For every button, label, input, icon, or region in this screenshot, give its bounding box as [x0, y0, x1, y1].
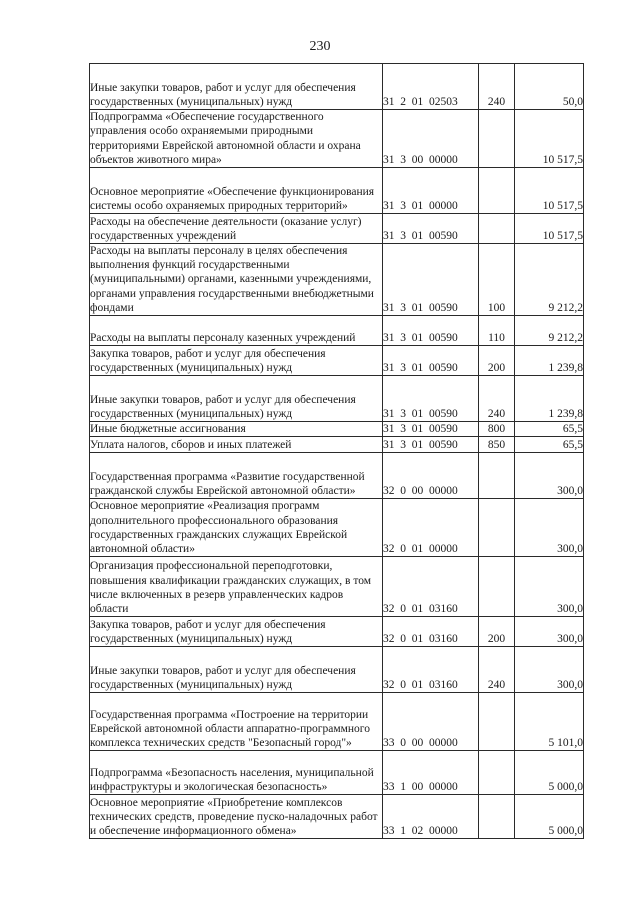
row-name-cell: Расходы на выплаты персоналу казенных учреждений [90, 316, 383, 346]
row-code-cell: 31 2 01 02503 [383, 64, 479, 110]
row-kvr-cell: 850 [479, 437, 515, 453]
row-kvr-cell: 800 [479, 422, 515, 437]
row-code-cell: 33 0 00 00000 [383, 693, 479, 751]
row-code-cell: 32 0 01 00000 [383, 499, 479, 557]
row-kvr-cell [479, 453, 515, 499]
table-row [90, 557, 584, 617]
row-sum-cell: 10 517,5 [515, 110, 584, 168]
row-kvr-cell: 200 [479, 346, 515, 376]
row-name-cell: Иные закупки товаров, работ и услуг для обеспечения государственных (муниципальных) нужд [90, 376, 383, 422]
row-kvr-cell: 240 [479, 64, 515, 110]
row-kvr-cell [479, 795, 515, 839]
row-name-cell: Уплата налогов, сборов и иных платежей [90, 437, 383, 453]
row-name-cell: Основное мероприятие «Приобретение комплексов технических средств, проведение пуско-наладочных работ и обеспечение информационного обмена» [90, 795, 383, 839]
table-row [90, 499, 584, 557]
row-sum-cell: 300,0 [515, 453, 584, 499]
row-sum-cell: 1 239,8 [515, 376, 584, 422]
row-sum-cell: 300,0 [515, 557, 584, 617]
row-name-cell: Расходы на выплаты персоналу в целях обеспечения выполнения функций государственными (муниципальными) органами, казенными учреждениями, органами управления государственными внебюджетными фондами [90, 244, 383, 316]
row-kvr-cell: 200 [479, 617, 515, 647]
row-code-cell: 31 3 01 00590 [383, 422, 479, 437]
table-row [90, 168, 584, 214]
row-name-cell: Расходы на обеспечение деятельности (оказание услуг) государственных учреждений [90, 214, 383, 244]
row-name-cell: Иные закупки товаров, работ и услуг для обеспечения государственных (муниципальных) нужд [90, 647, 383, 693]
row-code-cell: 31 3 01 00000 [383, 168, 479, 214]
row-kvr-cell [479, 751, 515, 795]
row-code-cell: 31 3 01 00590 [383, 214, 479, 244]
row-code-cell: 31 3 01 00590 [383, 244, 479, 316]
table-row [90, 244, 584, 316]
row-sum-cell: 300,0 [515, 499, 584, 557]
budget-table [89, 63, 584, 839]
row-sum-cell: 65,5 [515, 437, 584, 453]
table-row [90, 346, 584, 376]
row-code-cell: 31 3 01 00590 [383, 437, 479, 453]
row-kvr-cell [479, 214, 515, 244]
row-name-cell: Подпрограмма «Безопасность населения, муниципальной инфраструктуры и экологическая безопасность» [90, 751, 383, 795]
row-code-cell: 32 0 01 03160 [383, 647, 479, 693]
table-row [90, 693, 584, 751]
row-sum-cell: 300,0 [515, 617, 584, 647]
table-row [90, 647, 584, 693]
table-row [90, 453, 584, 499]
table-row [90, 422, 584, 437]
row-kvr-cell: 240 [479, 376, 515, 422]
row-sum-cell: 5 000,0 [515, 751, 584, 795]
row-name-cell: Иные бюджетные ассигнования [90, 422, 383, 437]
row-name-cell: Государственная программа «Развитие государственной гражданской службы Еврейской автономной области» [90, 453, 383, 499]
row-name-cell: Государственная программа «Построение на территории Еврейской автономной области аппаратно-программного комплекса технических средств "Безопасный город"» [90, 693, 383, 751]
table-row [90, 751, 584, 795]
row-code-cell: 32 0 01 03160 [383, 557, 479, 617]
row-sum-cell: 10 517,5 [515, 168, 584, 214]
row-code-cell: 32 0 01 03160 [383, 617, 479, 647]
table-row [90, 795, 584, 839]
row-name-cell: Иные закупки товаров, работ и услуг для обеспечения государственных (муниципальных) нужд [90, 64, 383, 110]
row-kvr-cell [479, 557, 515, 617]
row-code-cell: 33 1 02 00000 [383, 795, 479, 839]
row-name-cell: Закупка товаров, работ и услуг для обеспечения государственных (муниципальных) нужд [90, 346, 383, 376]
row-code-cell: 31 3 01 00590 [383, 316, 479, 346]
row-name-cell: Организация профессиональной переподготовки, повышения квалификации гражданских служащих, в том числе включенных в резерв управленческих кадров области [90, 557, 383, 617]
row-sum-cell: 10 517,5 [515, 214, 584, 244]
row-kvr-cell: 240 [479, 647, 515, 693]
row-name-cell: Основное мероприятие «Обеспечение функционирования системы особо охраняемых природных территорий» [90, 168, 383, 214]
row-code-cell: 32 0 00 00000 [383, 453, 479, 499]
table-row [90, 316, 584, 346]
row-code-cell: 33 1 00 00000 [383, 751, 479, 795]
row-sum-cell: 9 212,2 [515, 316, 584, 346]
row-sum-cell: 9 212,2 [515, 244, 584, 316]
row-kvr-cell [479, 168, 515, 214]
row-name-cell: Основное мероприятие «Реализация программ дополнительного профессионального образования государственных гражданских служащих Еврейской автономной области» [90, 499, 383, 557]
page-number: 230 [309, 39, 331, 54]
row-code-cell: 31 3 00 00000 [383, 110, 479, 168]
row-kvr-cell [479, 499, 515, 557]
row-code-cell: 31 3 01 00590 [383, 346, 479, 376]
table-row [90, 110, 584, 168]
row-name-cell: Закупка товаров, работ и услуг для обеспечения государственных (муниципальных) нужд [90, 617, 383, 647]
row-kvr-cell: 110 [479, 316, 515, 346]
row-kvr-cell [479, 693, 515, 751]
table-row [90, 64, 584, 110]
table-row [90, 617, 584, 647]
row-kvr-cell: 100 [479, 244, 515, 316]
row-kvr-cell [479, 110, 515, 168]
row-sum-cell: 65,5 [515, 422, 584, 437]
row-sum-cell: 300,0 [515, 647, 584, 693]
row-sum-cell: 1 239,8 [515, 346, 584, 376]
table-row [90, 214, 584, 244]
row-sum-cell: 5 000,0 [515, 795, 584, 839]
table-row [90, 437, 584, 453]
row-sum-cell: 5 101,0 [515, 693, 584, 751]
row-sum-cell: 50,0 [515, 64, 584, 110]
table-row [90, 376, 584, 422]
row-name-cell: Подпрограмма «Обеспечение государственного управления особо охраняемыми природными территориями Еврейской автономной области и охрана объектов животного мира» [90, 110, 383, 168]
budget-table-body [90, 64, 584, 839]
row-code-cell: 31 3 01 00590 [383, 376, 479, 422]
